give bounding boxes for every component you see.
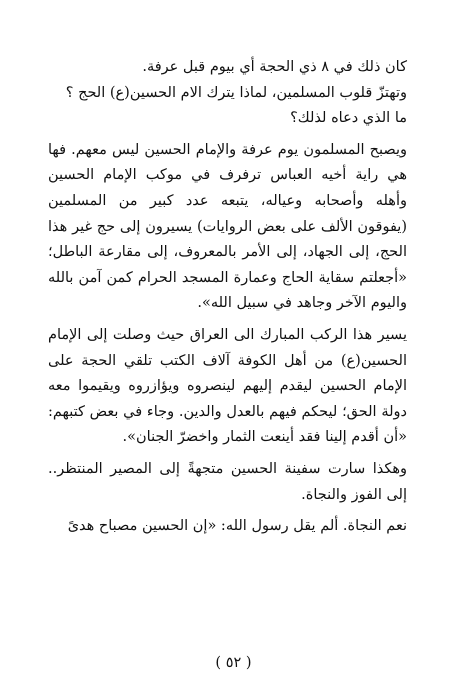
paragraph-3: يسير هذا الركب المبارك الى العراق حيث وصلت إلى الإمام الحسين(ع) من أهل الكوفة آلاف الكتب تلقي الحجة على الإمام الحسين ليقدم إليهم لينصروه ويؤازروه ويقيموا معه دولة الحق؛ ليحكم فيهم بالعدل والدين. وجاء في بعض كتبهم: «أن أقدم إلينا فقد أينعت الثمار واخضرّ الجنان». [48, 326, 407, 446]
paragraph-1: كان ذلك في ٨ ذي الحجة أي بيوم قبل عرفة. وتهتزّ قلوب المسلمين، لماذا يترك الام الحسين(ع) الحج ؟ ما الذي دعاه لذلك؟ [65, 59, 407, 127]
paragraph-4: وهكذا سارت سفينة الحسين متجهةً إلى المصير المنتظر.. إلى الفوز والنجاة. [48, 460, 407, 503]
paragraph-2: ويصبح المسلمون يوم عرفة والإمام الحسين ليس معهم. فها هي راية أخيه العباس ترفرف في موكب الإمام الحسين وأهله وأصحابه وعياله، يتبعه عدد كبير من المسلمين (يفوقون الألف على بعض الروايات) يسيرون إلى حج غير هذا الحج، إلى الجهاد، إلى الأمر بالمعروف، إلى مقارعة الباطل؛ «أجعلتم سقاية الحاج وعمارة المسجد الحرام كمن آمن بالله واليوم الآخر وجاهد في سبيل الله». [48, 141, 407, 312]
body-text [48, 55, 407, 540]
paragraph-5: نعم النجاة. ألم يقل رسول الله: «إن الحسين مصباح هدىً [67, 518, 407, 535]
page-number: ( ٥٢ ) [215, 655, 252, 671]
